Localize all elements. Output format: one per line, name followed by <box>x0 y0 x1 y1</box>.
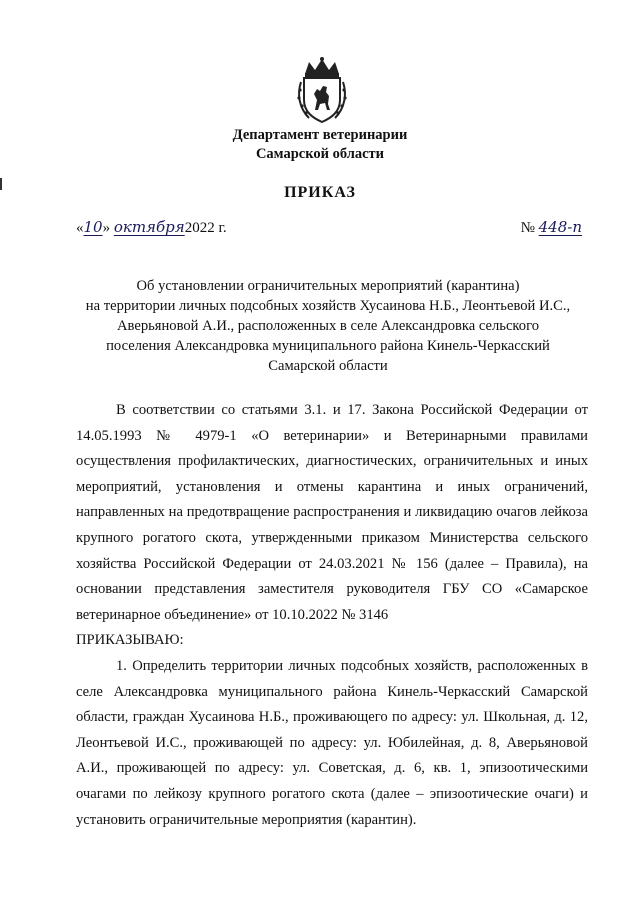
subject-line: Самарской области <box>268 358 388 374</box>
samara-coat-of-arms-emblem <box>295 56 349 124</box>
order-date <box>76 218 227 237</box>
subject-line: поселения Александровка муниципального района Кинель-Черкасский <box>106 338 550 354</box>
order-body <box>76 398 588 833</box>
order-number <box>521 218 582 237</box>
order-word: ПРИКАЗЫВАЮ: <box>76 632 184 649</box>
subject-line: на территории личных подсобных хозяйств Хусаинова Н.Б., Леонтьевой И.С., <box>85 298 571 314</box>
department-name <box>0 126 640 164</box>
number-prefix: № <box>520 220 535 236</box>
department-line-1: Департамент ветеринарии <box>232 127 408 143</box>
department-line-2: Самарской области <box>255 146 385 162</box>
order-subject <box>60 276 596 376</box>
date-quote-close: » <box>102 220 111 236</box>
date-day: 10 <box>83 218 103 236</box>
date-year: 2022 г. <box>184 220 227 236</box>
document-title: ПРИКАЗ <box>284 184 356 201</box>
preamble-paragraph: В соответствии со статьями 3.1. и 17. Закона Российской Федерации от 14.05.1993 № 4979-1 «О ветеринарии» и Ветеринарными правилами осуществления профилактических, диагностических, ограничительных и иных мероприятий, установления и отмены карантина и иных ограничений, направленных на предотвращение распространения и ликвидацию очагов лейкоза крупного рогатого скота, утвержденными приказом Министерства сельского хозяйства Российской Федерации от 24.03.2021 № 156 (далее – Правила), на основании представления заместителя руководителя ГБУ СО «Самарское ветеринарное объединение» от 10.10.2022 № 3146 <box>76 402 588 623</box>
date-quote-open: « <box>76 220 84 236</box>
number-value: 448-п <box>538 218 582 236</box>
item-1-paragraph: 1. Определить территории личных подсобных хозяйств, расположенных в селе Александровка муниципального района Кинель-Черкасский Самарской области, граждан Хусаинова Н.Б., проживающего по адресу: ул. Школьная, д. 12, Леонтьевой И.С., проживающей по адресу: ул. Юбилейная, д. 8, Аверьяновой А.И., проживающей по адресу: ул. Советская, д. 6, кв. 1, эпизоотическими очагами по лейкозу крупного рогатого скота (далее – эпизоотические очаги) и установить ограничительные мероприятия (карантин). <box>76 657 588 828</box>
subject-line: Об установлении ограничительных мероприятий (карантина) <box>136 278 520 294</box>
date-month: октября <box>113 218 185 236</box>
subject-line: Аверьяновой А.И., расположенных в селе Александровка сельского <box>117 318 539 334</box>
